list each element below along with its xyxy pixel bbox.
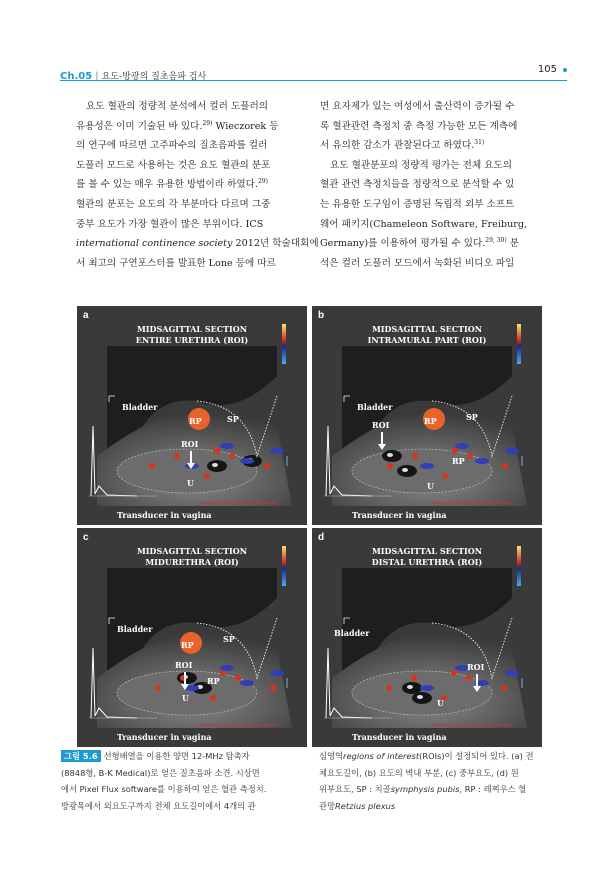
urethra-label: U — [427, 481, 434, 491]
panel-letter: a — [83, 310, 89, 321]
rp-label: RP — [452, 456, 465, 466]
figure-caption-right — [319, 748, 555, 814]
sp-label: SP — [223, 634, 235, 644]
panel-title-line: MIDSAGITTAL SECTION — [371, 324, 483, 334]
text-line — [76, 234, 319, 254]
panel-title-line: DISTAL URETHRA (ROI) — [371, 557, 483, 567]
caption-term: regions of interest — [343, 751, 420, 761]
text-run: 혈관 관련 측정치들을 정량적으로 분석할 수 있 — [320, 179, 515, 191]
text-line — [76, 215, 302, 235]
echo-spot — [417, 695, 423, 699]
transducer-label: Transducer in vagina — [117, 732, 212, 742]
caption-text: , RP : 레찌우스 혈 — [459, 784, 527, 794]
panel-title — [312, 324, 542, 346]
panel-title-line: INTRAMURAL PART (ROI) — [367, 335, 487, 345]
caption-term: Retzius plexus — [335, 800, 396, 811]
caption-line: 방광목에서 외요도구까지 전체 요도길이에서 4개의 관 — [61, 800, 256, 811]
doppler-flow-red — [229, 453, 235, 459]
ultrasound-panel-c — [77, 528, 307, 747]
echo-spot — [212, 463, 218, 467]
text-line — [320, 195, 554, 215]
text-run: 요도 혈관의 정량적 분석에서 컬러 도플러의 — [86, 101, 269, 112]
text-run: 를 볼 수 있는 매우 유용한 방법이라 하였다. — [76, 179, 258, 191]
doppler-flow-red — [466, 675, 472, 681]
bladder-label: Bladder — [334, 628, 370, 638]
panel-letter: b — [318, 310, 325, 321]
caption-text: 심영역 — [319, 751, 344, 761]
roi-label: ROI — [175, 660, 193, 670]
caption-line: 체요도길이, (b) 요도의 벽내 부분, (c) 중부요도, (d) 원 — [319, 767, 519, 778]
doppler-flow-red — [270, 685, 276, 691]
citation-ref: 29, 30) — [485, 237, 507, 245]
chapter-label: Ch.05 — [60, 71, 93, 82]
doppler-flow-red — [451, 670, 457, 676]
header-separator: | — [95, 71, 99, 82]
sp-label: SP — [227, 414, 239, 424]
figure-caption-left — [61, 748, 301, 814]
text-run: 2012년 학술대회에 — [232, 238, 319, 250]
text-line — [76, 254, 302, 274]
rp-label: RP — [189, 416, 202, 426]
doppler-flow-red — [204, 473, 210, 479]
doppler-flow-red — [210, 695, 216, 701]
text-line — [320, 97, 554, 117]
doppler-flow-blue — [505, 448, 519, 454]
text-run: 요도 혈관분포의 정량적 평가는 전체 요도의 — [330, 159, 513, 171]
echo-spot — [387, 453, 393, 457]
doppler-flow-red — [502, 463, 508, 469]
transducer-label: Transducer in vagina — [352, 732, 447, 742]
bladder-label: Bladder — [122, 402, 158, 412]
rp-label: RP — [424, 416, 437, 426]
bladder-label: Bladder — [357, 402, 393, 412]
bladder-label: Bladder — [117, 624, 153, 634]
text-run: 도플러 모드로 사용하는 것은 요도 혈관의 분포 — [76, 159, 271, 171]
panel-letter: c — [83, 532, 89, 543]
doppler-flow-red — [214, 448, 220, 454]
doppler-flow-blue — [240, 680, 254, 686]
doppler-flow-red — [155, 685, 161, 691]
doppler-flow-red — [264, 463, 270, 469]
panel-title-line: MIDSAGITTAL SECTION — [371, 546, 483, 556]
urethra-label: U — [437, 698, 444, 708]
caption-text: 관망 — [319, 800, 336, 811]
panel-title — [77, 324, 307, 346]
doppler-flow-blue — [220, 443, 234, 449]
text-line — [320, 175, 554, 195]
caption-term: symphysis pubis — [390, 784, 460, 794]
text-run: 서 최고의 구연포스터를 발표한 Lone 등에 따르 — [76, 257, 276, 269]
doppler-flow-red — [411, 675, 417, 681]
caption-line: (8848형, B-K Medical)로 얻은 질초음파 소견. 시상면 — [61, 767, 260, 778]
text-line — [76, 156, 302, 176]
text-line — [320, 234, 554, 254]
doppler-flow-red — [467, 453, 473, 459]
chapter-title: 요도-방광의 질초음파 검사 — [101, 72, 207, 82]
panel-title-line: MIDURETHRA (ROI) — [145, 557, 239, 567]
text-run: Germany)를 이용하여 평가될 수 있다. — [320, 238, 486, 250]
doppler-flow-blue — [270, 670, 284, 676]
rp-label: RP — [207, 676, 220, 686]
running-header — [60, 64, 567, 80]
doppler-flow-red — [387, 463, 393, 469]
text-run: 혈관의 분포는 요도의 각 부분마다 다르며 그중 — [76, 198, 271, 210]
roi-label: ROI — [181, 439, 199, 449]
text-run: 분 — [506, 238, 520, 250]
doppler-flow-red — [501, 685, 507, 691]
urethra-label: U — [182, 693, 189, 703]
doppler-flow-blue — [270, 448, 284, 454]
page-number-dot — [563, 68, 567, 72]
rp-label: RP — [181, 640, 194, 650]
roi-label: ROI — [467, 662, 485, 672]
text-line — [320, 136, 554, 156]
text-line — [76, 97, 302, 117]
doppler-flow-red — [452, 448, 458, 454]
header-rule — [60, 80, 567, 81]
text-run: 석은 컬러 도플러 모드에서 녹화된 비디오 파일 — [320, 257, 515, 269]
transducer-label: Transducer in vagina — [352, 510, 447, 520]
caption-text: (ROIs)이 설정되어 있다. (a) 전 — [419, 751, 534, 761]
text-run: 록 혈관관련 측정치 중 측정 가능한 모든 계측에 — [320, 120, 518, 132]
panel-title-line: MIDSAGITTAL SECTION — [136, 324, 248, 334]
doppler-flow-blue — [220, 665, 234, 671]
text-run: Wieczorek 등 — [212, 120, 279, 132]
doppler-flow-blue — [475, 458, 489, 464]
text-run: 의 연구에 따르면 고주파수의 질초음파를 컬러 — [76, 140, 268, 152]
text-run: 는 유용한 도구임이 증명된 독립적 외부 소프트 — [320, 198, 515, 210]
text-line — [320, 215, 554, 235]
sp-label: SP — [466, 412, 478, 422]
ultrasound-panel-d — [312, 528, 542, 747]
panel-title — [77, 546, 307, 568]
panel-title — [312, 546, 542, 568]
roi-label: ROI — [372, 420, 390, 430]
citation-ref: 29) — [257, 178, 268, 186]
caption-line: 에서 Pixel Flux software를 이용하여 얻은 혈관 측정치. — [61, 784, 267, 794]
text-line — [320, 117, 554, 137]
doppler-flow-red — [174, 453, 180, 459]
urethra-label: U — [187, 478, 194, 488]
doppler-flow-red — [235, 675, 241, 681]
transducer-label: Transducer in vagina — [117, 510, 212, 520]
text-line — [76, 175, 302, 195]
caption-text: 위부요도, SP : 치골 — [319, 784, 391, 794]
text-line — [76, 195, 302, 215]
body-text-right-column — [320, 97, 554, 273]
doppler-flow-red — [442, 473, 448, 479]
text-line — [76, 136, 302, 156]
text-run: 유용성은 이미 기술된 바 있다. — [76, 120, 203, 132]
panel-letter: d — [318, 532, 325, 543]
text-line — [320, 156, 554, 176]
figure-number: 그림 5.6 — [61, 750, 101, 762]
citation-ref: 31) — [474, 139, 485, 147]
doppler-flow-blue — [420, 463, 434, 469]
doppler-flow-red — [149, 463, 155, 469]
doppler-flow-blue — [240, 458, 254, 464]
doppler-flow-blue — [505, 670, 519, 676]
text-run: 면 요자제가 있는 여성에서 출산력이 증가될 수 — [320, 101, 515, 112]
text-line — [320, 254, 554, 274]
italic-term: international continence society — [76, 238, 233, 250]
doppler-flow-blue — [420, 685, 434, 691]
doppler-flow-red — [386, 685, 392, 691]
panel-title-line: MIDSAGITTAL SECTION — [136, 546, 248, 556]
doppler-flow-red — [220, 670, 226, 676]
panel-title-line: ENTIRE URETHRA (ROI) — [135, 335, 249, 345]
text-run: 중부 요도가 가장 혈관이 많은 부위이다. ICS — [76, 218, 264, 230]
ultrasound-panel-a — [77, 306, 307, 525]
caption-line: 선형배열을 이용한 양면 12-MHz 탐촉자 — [103, 751, 250, 761]
text-run: 서 유의한 감소가 관찰된다고 하였다. — [320, 140, 475, 152]
body-text-left-column — [76, 97, 319, 273]
doppler-flow-blue — [455, 443, 469, 449]
citation-ref: 29) — [202, 119, 213, 127]
page-number: 105 — [537, 64, 557, 75]
ultrasound-panel-b — [312, 306, 542, 525]
doppler-flow-red — [412, 453, 418, 459]
echo-spot — [402, 468, 408, 472]
text-line — [76, 117, 302, 137]
text-run: 웨어 패키지(Chameleon Software, Freiburg, — [320, 218, 528, 230]
echo-spot — [407, 685, 413, 689]
